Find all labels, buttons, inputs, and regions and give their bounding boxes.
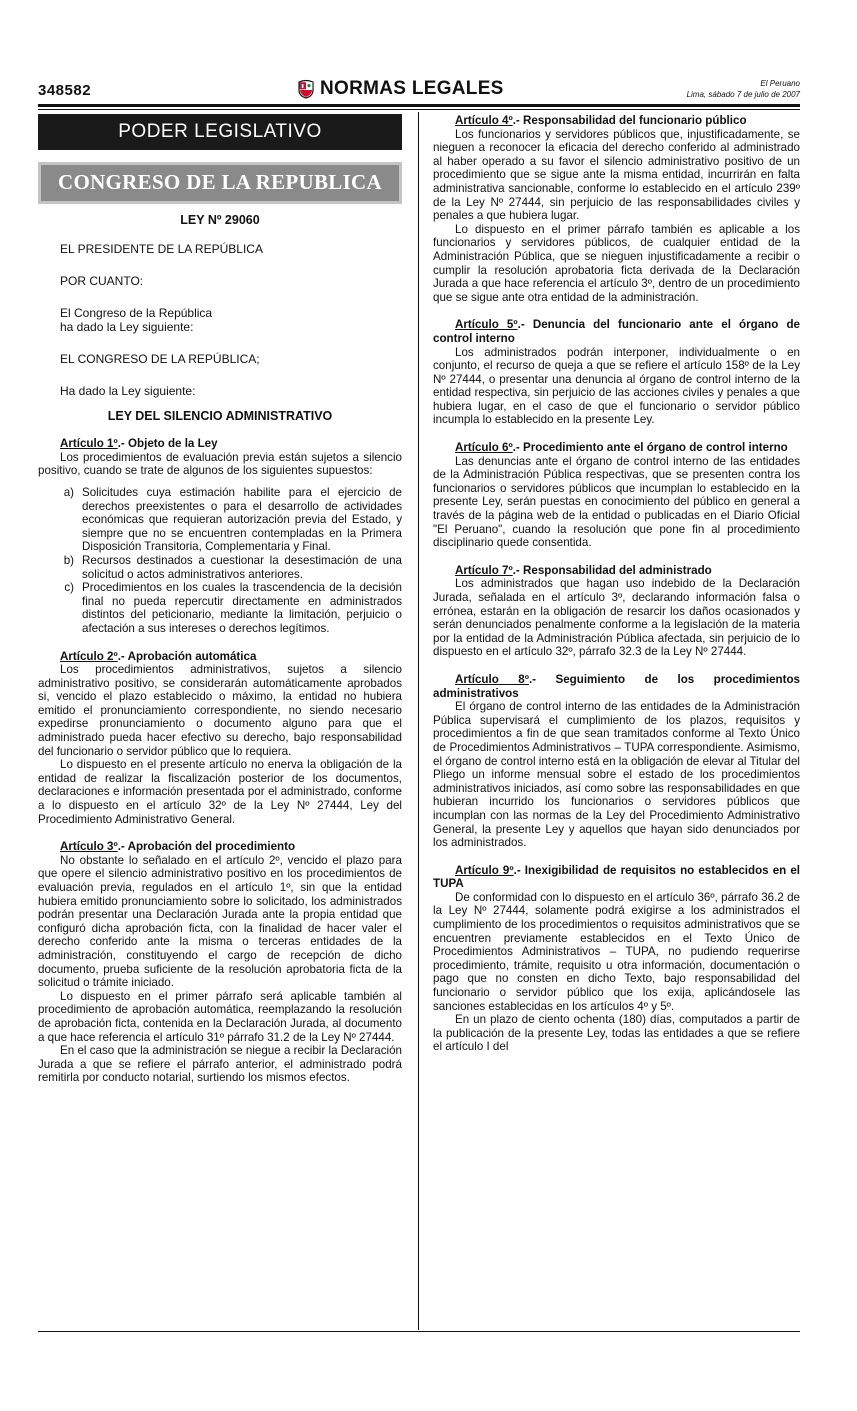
article-label: Artículo 7º [455,563,513,577]
masthead-title: NORMAS LEGALES [320,78,504,99]
article-heading [433,673,800,700]
congress-line-2: ha dado la Ley siguiente: [60,319,194,334]
article-1 [38,437,402,635]
supuestos-list [38,486,402,636]
article-label: Artículo 5º [455,318,518,332]
article-9 [433,864,800,1054]
page-number: 348582 [38,82,92,99]
list-text: Recursos destinados a cuestionar la desestimación de una solicitud o actos administrativos anteriores. [82,553,402,581]
president-line: EL PRESIDENTE DE LA REPÚBLICA [60,241,263,256]
list-letter: a) [63,485,74,499]
article-paragraph: Los procedimientos de evaluación previa están sujetos a silencio positivo, cuando se trate de algunos de los siguientes supuestos: [38,450,402,478]
congress-line-1: El Congreso de la República [60,305,213,320]
page-header [38,78,800,104]
congreso-line: EL CONGRESO DE LA REPÚBLICA; [60,351,260,366]
peru-coat-of-arms-icon [298,79,314,99]
article-label: Artículo 2º [60,649,118,663]
article-heading-text: .- Responsabilidad del funcionario público [512,114,747,127]
column-divider [418,112,419,1330]
article-heading-text: .- Aprobación automática [117,649,257,663]
article-7 [433,564,800,659]
article-5 [433,318,800,427]
article-heading [38,437,402,451]
article-paragraph: Las denuncias ante el órgano de control interno de las entidades de la Administración Pública respectivas, que se presenten contra los funcionarios o servidores públicos que incumplan lo establecido en la presente Ley, serán puestas en conocimiento del público en general a través de la página web de la entidad o publicadas en el Diario Oficial "El Peruano", cuando la resolución que pone fin al procedimiento disciplinario quede consentida. [433,454,800,550]
header-rule-thick [38,104,800,107]
article-heading [38,650,402,664]
article-paragraph: Lo dispuesto en el primer párrafo también es aplicable a los funcionarios y servidores públicos, de cualquier entidad de la Administración Pública, que se nieguen injustificadamente a recibir o cumplir la resolución aprobatoria ficta derivada de la Declaración Jurada a que hace referencia el artículo 3º, dentro de un procedimiento que se sigue ante otra entidad de la administración. [433,222,800,304]
article-heading-text: .- Seguimiento de los procedimientos administrativos [433,672,801,700]
por-cuanto: POR CUANTO: [60,273,144,288]
article-paragraph: Lo dispuesto en el presente artículo no enerva la obligación de la entidad de realizar la fiscalización posterior de los documentos, declaraciones e información presentada por el administrado, conforme a lo dispuesto en el artículo 32º de la Ley Nº 27444, Ley del Procedimiento Administrativo General. [38,758,402,826]
publisher-name: El Peruano [760,79,800,88]
article-heading-text: .- Responsabilidad del administrado [512,563,712,577]
article-heading-text: .- Objeto de la Ley [117,437,218,451]
article-heading [433,564,800,578]
article-paragraph: Los procedimientos administrativos, sujetos a silencio administrativo positivo, se considerarán automáticamente aprobados si, vencido el plazo establecido o máximo, la entidad no hubiera emitido el pronunciamiento correspondiente, no siendo necesario expedirse pronunciamiento o documento alguno para que el administrado pueda hacer efectivo su derecho, bajo responsabilidad del funcionario o servidor público que lo requiera. [38,663,402,758]
article-paragraph: Los administrados podrán interponer, individualmente o en conjunto, el recurso de queja a que se refiere el artículo 158º de la Ley Nº 27444, o presentar una denuncia al órgano de control interno de la entidad respectiva, sin perjuicio de las acciones civiles y penales a que hubiera lugar, en el caso de que el funcionario o servidor público incumpla lo establecido en la presente Ley. [433,345,800,427]
poder-legislativo-banner [38,114,402,150]
header-rule-thin [38,109,800,110]
footer-rule [38,1331,800,1332]
article-heading [433,318,800,345]
article-label: Artículo 6º [455,441,513,455]
publication-info [687,78,800,100]
list-letter: c) [64,581,74,595]
list-item [38,486,402,554]
left-column [38,114,402,1099]
article-heading-text: .- Aprobación del procedimiento [117,840,296,854]
list-item [38,581,402,635]
law-title: LEY DEL SILENCIO ADMINISTRATIVO [107,408,333,423]
article-heading [38,840,402,854]
article-paragraph: En un plazo de ciento ochenta (180) días, computados a partir de la publicación de la presente Ley, todas las entidades a que se refiere el artículo I del [433,1013,800,1054]
publication-date: Lima, sábado 7 de julio de 2007 [686,90,800,99]
article-label: Artículo 1º [60,437,118,451]
article-heading [433,864,800,891]
congreso-title: CONGRESO DE LA REPUBLICA [57,170,382,195]
article-8 [433,673,800,850]
poder-legislativo-title: PODER LEGISLATIVO [118,121,322,143]
article-paragraph: En el caso que la administración se niegue a recibir la Declaración Jurada a que se refiere el párrafo anterior, el administrado podrá remitirla por conducto notarial, surtiendo los mismos efectos. [38,1044,402,1085]
list-text: Procedimientos en los cuales la trascendencia de la decisión final no pueda repercutir directamente en administrados distintos del peticionario, mediante la limitación, perjuicio o afectación a sus intereses o derechos legítimos. [82,581,402,635]
list-letter: b) [63,553,74,567]
article-paragraph: El órgano de control interno de las entidades de la Administración Pública supervisará el cumplimiento de los plazos, requisitos y procedimientos a fin de que sean tramitados conforme al Texto Único de Procedimientos Administrativos – TUPA correspondiente. Asimismo, el órgano de control interno está en la obligación de elevar al Titular del Pliego un informe mensual sobre el estado de los procedimientos administrativos iniciados, así como sobre las responsabilidades en que hubieran incurrido los funcionarios o servidores públicos que incumplan con las normas de la Ley del Procedimiento Administrativo General, la presente Ley y aquellos que hayan sido denunciados por los administrados. [433,700,800,850]
article-heading-text: .- Procedimiento ante el órgano de control interno [512,441,788,455]
list-text: Solicitudes cuya estimación habilite para el ejercicio de derechos preexistentes o para el desarrollo de actividades económicas que requieran autorización previa del Estado, y siempre que no se encuentren contempladas en la Primera Disposición Transitoria, Complementaria y Final. [82,485,402,554]
right-column [433,114,800,1068]
article-label: Artículo 8º [455,672,529,686]
article-paragraph: Lo dispuesto en el primer párrafo será aplicable también al procedimiento de aprobación automática, reemplazando la resolución de aprobación ficta, contenida en la Declaración Jurada, al documento a que hace referencia el artículo 31º párrafo 31.2 de la Ley Nº 27444. [38,989,402,1044]
article-4 [433,114,800,304]
article-label: Artículo 4º [455,114,513,127]
article-paragraph: De conformidad con lo dispuesto en el artículo 36º, párrafo 36.2 de la Ley Nº 27444, solamente podrá exigirse a los administrados el cumplimiento de los procedimientos o requisitos administrativos que se encuentren previamente establecidos en el Texto Único de Procedimientos Administrativos – TUPA, no pudiendo requerirse procedimiento, trámite, requisito u otra información, documentación o pago que no consten en dicho Texto, bajo responsabilidad del funcionario o servidor público que los exija, aplicándosele las sanciones establecidas en los artículos 4º y 5º. [433,890,800,1013]
law-number: LEY Nº 29060 [180,213,260,227]
article-label: Artículo 9º [455,863,514,877]
ha-dado-line: Ha dado la Ley siguiente: [60,383,196,398]
congreso-banner [38,162,402,204]
article-paragraph: Los administrados que hagan uso indebido de la Declaración Jurada, señalada en el artículo 3º, declarando información falsa o errónea, estarán en la obligación de resarcir los daños ocasionados y serán denunciados penalmente conforme a la legislación de la materia por la entidad de la Administración Pública afectada, sin perjuicio de lo dispuesto en el artículo 32º, párrafo 32.3 de la Ley Nº 27444. [433,577,800,659]
article-heading-text: .- Denuncia del funcionario ante el órgano de control interno [433,318,801,345]
article-3 [38,840,402,1085]
article-paragraph: Los funcionarios y servidores públicos que, injustificadamente, se nieguen a reconocer la eficacia del derecho conferido al administrado al haber operado a su favor el silencio administrativo positivo de un procedimiento que se sigue ante la misma entidad, incurrirán en falta administrativa sancionable, conforme lo establecido en el artículo 239º de la Ley Nº 27444, sin perjuicio de las responsabilidades civiles y penales a que hubiera lugar. [433,127,800,223]
article-heading [433,114,800,128]
article-6 [433,441,800,550]
article-label: Artículo 3º [60,840,118,854]
masthead [298,78,504,100]
list-item [38,554,402,581]
article-heading-text: .- Inexigibilidad de requisitos no establecidos en el TUPA [433,863,801,891]
article-heading [433,441,800,455]
article-2 [38,650,402,827]
article-paragraph: No obstante lo señalado en el artículo 2º, vencido el plazo para que opere el silencio administrativo positivo en los procedimientos de evaluación previa, regulados en el artículo 1º, sin que la entidad hubiera emitido pronunciamiento sobre lo solicitado, los administrados podrán presentar una Declaración Jurada ante la propia entidad que configuró dicha aprobación ficta, con la finalidad de hacer valer el derecho conferido ante la misma o terceras entidades de la administración, constituyendo el cargo de recepción de dicho documento, prueba suficiente de la resolución aprobatoria ficta de la solicitud o trámite iniciado. [38,853,402,990]
